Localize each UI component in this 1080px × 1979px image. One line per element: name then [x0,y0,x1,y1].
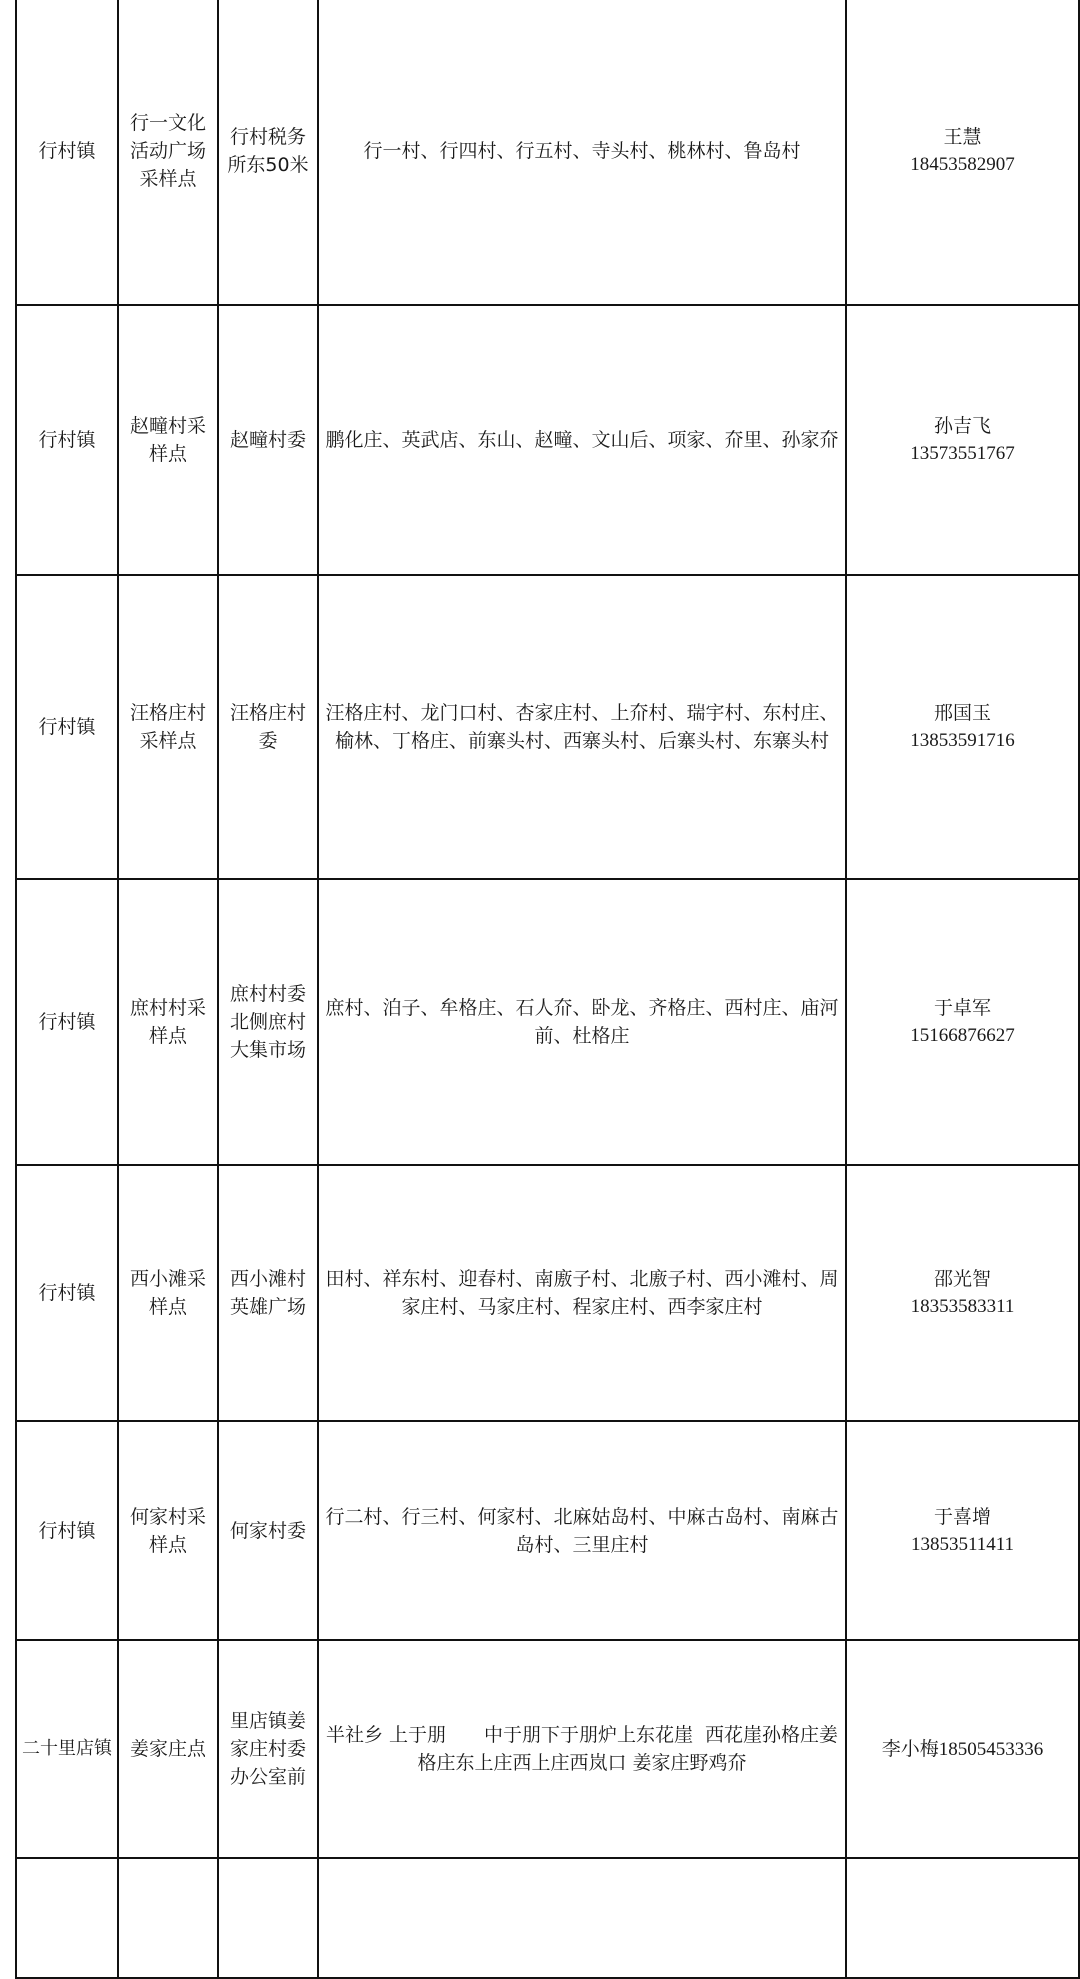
location-cell: 里店镇姜家庄村委办公室前 [218,1640,318,1858]
villages-cell: 田村、祥东村、迎春村、南廒子村、北廒子村、西小滩村、周家庄村、马家庄村、程家庄村、西李家庄村 [318,1165,846,1421]
table-row [16,1165,1079,1421]
villages-cell: 行二村、行三村、何家村、北麻姑岛村、中麻古岛村、南麻古岛村、三里庄村 [318,1421,846,1640]
sampling-point-cell: 何家村采样点 [118,1421,218,1640]
town-cell [16,1858,118,1978]
town-cell: 行村镇 [16,0,118,305]
sampling-point-cell [118,1858,218,1978]
villages-cell: 汪格庄村、龙门口村、杏家庄村、上夼村、瑞宇村、东村庄、榆林、丁格庄、前寨头村、西寨头村、后寨头村、东寨头村 [318,575,846,879]
contact-cell [846,879,1079,1165]
contact-phone: 13573551767 [910,443,1015,464]
town-cell: 二十里店镇 [16,1640,118,1858]
contact-cell [846,1165,1079,1421]
location-cell: 行村税务所东50米 [218,0,318,305]
contact-phone: 15166876627 [910,1025,1015,1046]
contact-cell [846,575,1079,879]
contact-name: 李小梅 [881,1737,939,1760]
table-row [16,575,1079,879]
town-cell: 行村镇 [16,1165,118,1421]
location-cell: 庶村村委北侧庶村大集市场 [218,879,318,1165]
contact-name: 孙吉飞 [933,415,991,437]
location-cell: 汪格庄村委 [218,575,318,879]
sampling-point-cell: 赵疃村采样点 [118,305,218,575]
town-cell: 行村镇 [16,879,118,1165]
sampling-point-cell: 西小滩采样点 [118,1165,218,1421]
contact-phone: 13853591716 [910,730,1015,751]
location-cell [218,1858,318,1978]
contact-cell [846,1640,1079,1858]
villages-cell: 庶村、泊子、牟格庄、石人夼、卧龙、齐格庄、西村庄、庙河前、杜格庄 [318,879,846,1165]
sampling-points-table [15,0,1080,1979]
table-row [16,1640,1079,1858]
table-row [16,879,1079,1165]
villages-cell: 行一村、行四村、行五村、寺头村、桃林村、鲁岛村 [318,0,846,305]
contact-cell [846,1858,1079,1978]
contact-phone: 18453582907 [910,154,1015,175]
contact-name: 于喜增 [933,1505,991,1528]
table-row [16,1421,1079,1640]
location-cell: 何家村委 [218,1421,318,1640]
sampling-point-cell: 汪格庄村采样点 [118,575,218,879]
sampling-point-cell: 行一文化活动广场采样点 [118,0,218,305]
contact-name: 邢国玉 [933,702,991,724]
contact-cell [846,305,1079,575]
town-cell: 行村镇 [16,1421,118,1640]
contact-phone: 18353583311 [910,1296,1015,1317]
villages-cell: 鹏化庄、英武店、东山、赵疃、文山后、项家、夼里、孙家夼 [318,305,846,575]
contact-phone: 13853511411 [910,1533,1015,1555]
contact-name: 王慧 [943,126,982,148]
villages-cell [318,1858,846,1978]
document-page [15,0,1078,1979]
location-cell: 西小滩村英雄广场 [218,1165,318,1421]
contact-phone: 18505453336 [938,1738,1044,1760]
town-cell: 行村镇 [16,575,118,879]
contact-name: 于卓军 [933,997,991,1019]
location-cell: 赵疃村委 [218,305,318,575]
table-row [16,305,1079,575]
town-cell: 行村镇 [16,305,118,575]
contact-cell [846,0,1079,305]
table-row [16,1858,1079,1978]
table-row [16,0,1079,305]
contact-name: 邵光智 [933,1268,991,1290]
sampling-point-cell: 庶村村采样点 [118,879,218,1165]
contact-cell [846,1421,1079,1640]
sampling-point-cell: 姜家庄点 [118,1640,218,1858]
villages-cell: 半社乡 上于朋 中于朋下于朋炉上东花崖 西花崖孙格庄姜格庄东上庄西上庄西岚口 姜家庄野鸡夼 [318,1640,846,1858]
